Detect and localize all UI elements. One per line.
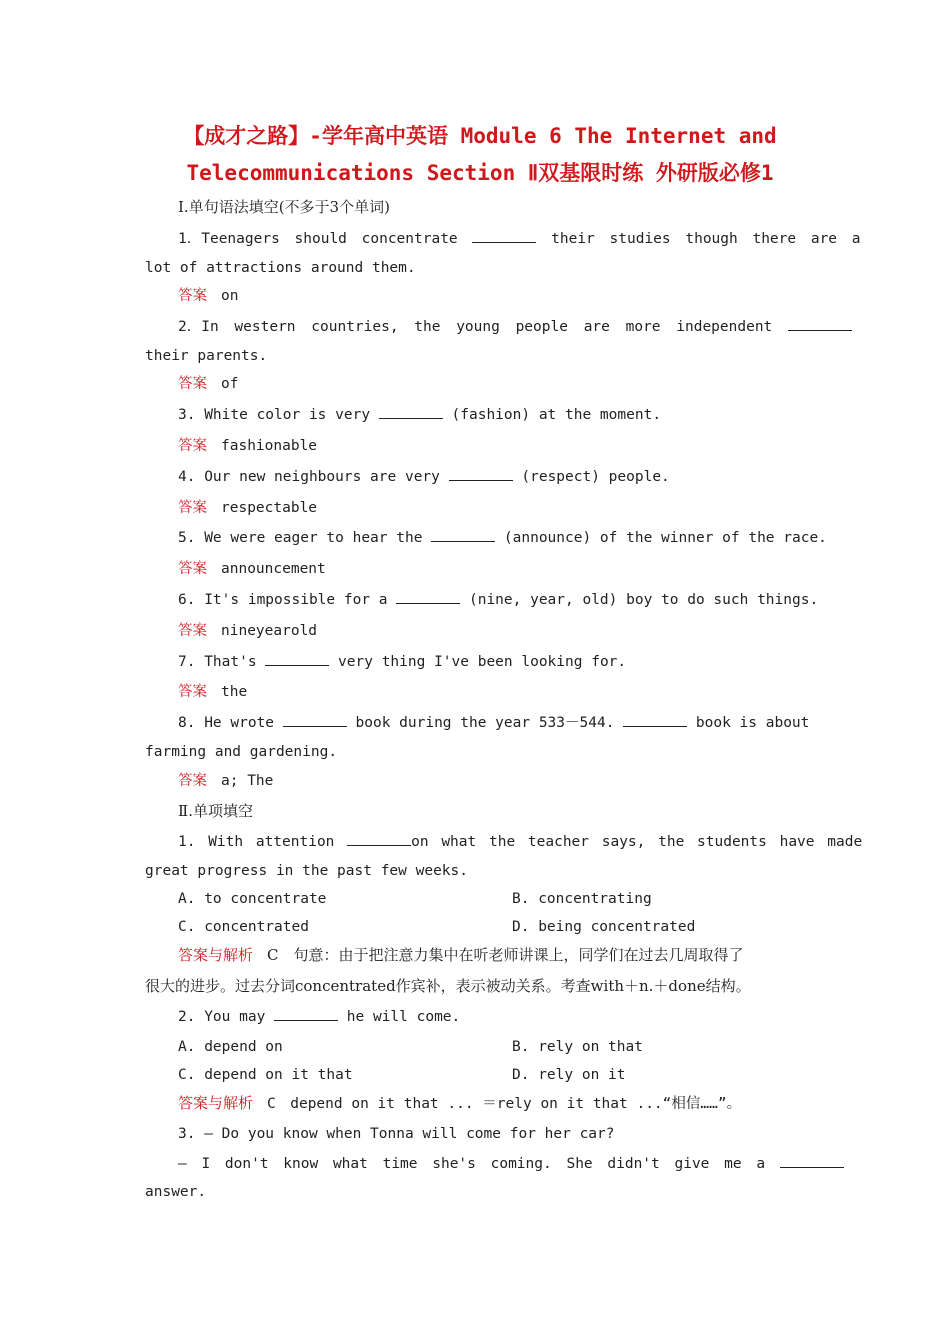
answer-blank (274, 1006, 338, 1021)
option-d: D. rely on it (512, 1067, 626, 1083)
question-4 (178, 466, 808, 488)
question-text: — I don't know what time she's coming. She didn't give me a (178, 1156, 766, 1172)
option-b: B. rely on that (512, 1039, 643, 1055)
answer-row (178, 558, 808, 580)
answer-blank (379, 404, 443, 419)
answer-value: nineyearold (221, 623, 318, 639)
answer-label: 答案 (178, 288, 207, 304)
section-2-heading: Ⅱ.单项填空 (178, 802, 253, 820)
answer-value: on (221, 288, 239, 304)
section-1-heading: I.单句语法填空(不多于3个单词) (178, 198, 390, 216)
analysis-label: 答案与解析 (178, 946, 254, 964)
option-b: B. concentrating (512, 891, 652, 907)
answer-blank (788, 316, 852, 331)
answer-blank (265, 651, 329, 666)
question-text: their studies though there are a (551, 231, 861, 247)
answer-blank (472, 228, 536, 243)
mc-question-1-line-2: great progress in the past few weeks. (145, 863, 469, 879)
answer-label: 答案 (178, 376, 207, 392)
answer-label: 答案 (178, 773, 207, 789)
answer-blank (347, 831, 411, 846)
question-text: book during the year 533－544. (355, 715, 615, 731)
question-1-line-2: lot of attractions around them. (145, 260, 416, 276)
answer-blank (623, 712, 687, 727)
option-a: A. depend on (178, 1039, 283, 1055)
question-text: (fashion) at the moment. (451, 407, 662, 423)
question-text: 6. It's impossible for a (178, 592, 388, 608)
answer-blank (449, 466, 513, 481)
answer-row (178, 285, 808, 307)
answer-value: respectable (221, 500, 318, 516)
answer-value: the (221, 684, 248, 700)
question-6 (178, 589, 819, 611)
question-text: 8. He wrote (178, 715, 275, 731)
mc-question-2 (178, 1006, 808, 1028)
answer-value: announcement (221, 561, 326, 577)
analysis-line-2: 很大的进步。过去分词concentrated作宾补，表示被动关系。考查with＋n.＋done结构。 (145, 977, 751, 995)
question-text: on what the teacher says, the students have made (411, 834, 863, 850)
mc-question-3-line-1: 3. — Do you know when Tonna will come for her car? (178, 1126, 615, 1142)
question-5 (178, 527, 827, 549)
answer-value: a; The (221, 773, 274, 789)
question-7 (178, 651, 808, 673)
answer-blank (431, 527, 495, 542)
question-2-line-1 (178, 316, 808, 338)
mc-question-3-line-2 (178, 1153, 808, 1175)
mc-question-1-line-1 (178, 831, 863, 853)
question-1-line-1 (178, 228, 861, 250)
question-text: 2. You may (178, 1009, 266, 1025)
answer-value: of (221, 376, 239, 392)
question-3 (178, 404, 808, 426)
question-2-line-2: their parents. (145, 348, 268, 364)
answer-blank (283, 712, 347, 727)
answer-row (178, 620, 808, 642)
analysis-text: C 句意：由于把注意力集中在听老师讲课上，同学们在过去几周取得了 (267, 946, 744, 964)
option-a: A. to concentrate (178, 891, 327, 907)
question-text: 1. With attention (178, 834, 335, 850)
question-text: he will come. (346, 1009, 461, 1025)
answer-row (178, 681, 808, 703)
question-text: (respect) people. (521, 469, 670, 485)
question-text: very thing I've been looking for. (338, 654, 627, 670)
option-d: D. being concentrated (512, 919, 696, 935)
analysis-label: 答案与解析 (178, 1094, 254, 1112)
option-c: C. concentrated (178, 919, 309, 935)
answer-row (178, 770, 808, 792)
answer-label: 答案 (178, 500, 207, 516)
option-c: C. depend on it that (178, 1067, 353, 1083)
answer-label: 答案 (178, 684, 207, 700)
question-text: 4. Our new neighbours are very (178, 469, 440, 485)
answer-value: fashionable (221, 438, 318, 454)
answer-label: 答案 (178, 438, 207, 454)
question-8-line-2: farming and gardening. (145, 744, 338, 760)
document-title-line-1: 【成才之路】-学年高中英语 Module 6 The Internet and (183, 124, 777, 148)
question-text: 3. White color is very (178, 407, 371, 423)
question-text: 5. We were eager to hear the (178, 530, 423, 546)
question-text: 7. That's (178, 654, 257, 670)
mc-question-3-line-3: answer. (145, 1184, 207, 1200)
answer-blank (780, 1153, 844, 1168)
document-title-line-2: Telecommunications Section Ⅱ双基限时练 外研版必修1 (186, 161, 774, 185)
analysis-text: C depend on it that ... ＝rely on it that ...“相信……”。 (267, 1096, 742, 1112)
question-8-line-1 (178, 712, 808, 734)
question-text: 2．In western countries, the young people are more independent (178, 319, 773, 335)
question-text: 1．Teenagers should concentrate (178, 231, 458, 247)
answer-label: 答案 (178, 623, 207, 639)
question-text: book is about (695, 715, 810, 731)
answer-row (178, 497, 808, 519)
answer-label: 答案 (178, 561, 207, 577)
analysis-row (178, 1092, 808, 1115)
answer-blank (396, 589, 460, 604)
question-text: (nine, year, old) boy to do such things. (468, 592, 819, 608)
question-text: (announce) of the winner of the race. (503, 530, 827, 546)
answer-row (178, 435, 808, 457)
analysis-row (178, 944, 808, 966)
answer-row (178, 373, 808, 395)
